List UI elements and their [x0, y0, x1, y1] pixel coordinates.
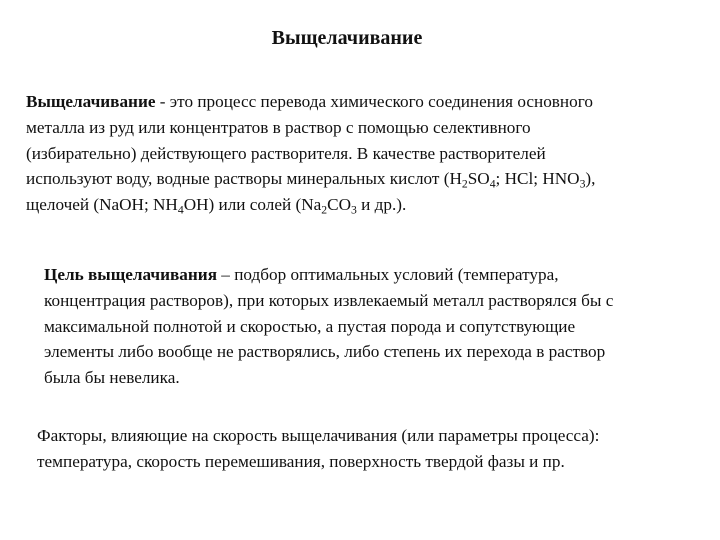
goal-term: Цель выщелачивания: [44, 265, 217, 284]
formula-part: OH) или солей (Na: [183, 195, 322, 215]
acids-text: используют воду, водные растворы минеральных кислот (H: [26, 169, 462, 189]
subscript: 4: [177, 203, 184, 217]
definition-line-1: [26, 89, 595, 115]
definition-line-5: [26, 192, 595, 218]
formula-part: SO: [467, 169, 490, 189]
subscript: 2: [321, 203, 328, 217]
subscript: 3: [579, 177, 586, 191]
goal-line-1: [44, 262, 613, 288]
definition-line-1-text: - это процесс перевода химического соединения основного: [155, 92, 593, 111]
formula-part: ),: [585, 169, 596, 189]
factors-line-2: температура, скорость перемешивания, поверхность твердой фазы и пр.: [37, 451, 565, 471]
definition-paragraph: [26, 89, 595, 218]
definition-line-2: металла из руд или концентратов в раствор с помощью селективного: [26, 117, 531, 137]
slide-title: Выщелачивание: [271, 27, 423, 49]
formula-part: и др.).: [356, 195, 407, 215]
formula-part: ; HCl; HNO: [495, 169, 580, 189]
definition-term: Выщелачивание: [26, 92, 156, 111]
formula-part: CO: [327, 195, 351, 215]
goal-line-5: была бы невелика.: [44, 368, 180, 388]
definition-line-4: [26, 166, 595, 192]
factors-paragraph: [37, 423, 599, 475]
goal-line-4: элементы либо вообще не растворялись, либо степень их перехода в раствор: [44, 342, 606, 362]
factors-line-1: Факторы, влияющие на скорость выщелачивания (или параметры процесса):: [37, 426, 600, 445]
goal-paragraph: [44, 262, 613, 391]
goal-line-1-text: – подбор оптимальных условий (температура,: [217, 265, 559, 284]
goal-line-2: концентрация растворов), при которых извлекаемый металл растворялся бы с: [44, 290, 614, 310]
subscript: 4: [489, 177, 496, 191]
goal-line-3: максимальной полнотой и скоростью, а пустая порода и сопутствующие: [44, 316, 576, 336]
subscript: 3: [351, 203, 357, 217]
alkali-text: щелочей (NaOH; NH: [26, 195, 178, 215]
definition-line-3: (избирательно) действующего растворителя. В качестве растворителей: [26, 143, 546, 163]
subscript: 2: [461, 177, 468, 191]
